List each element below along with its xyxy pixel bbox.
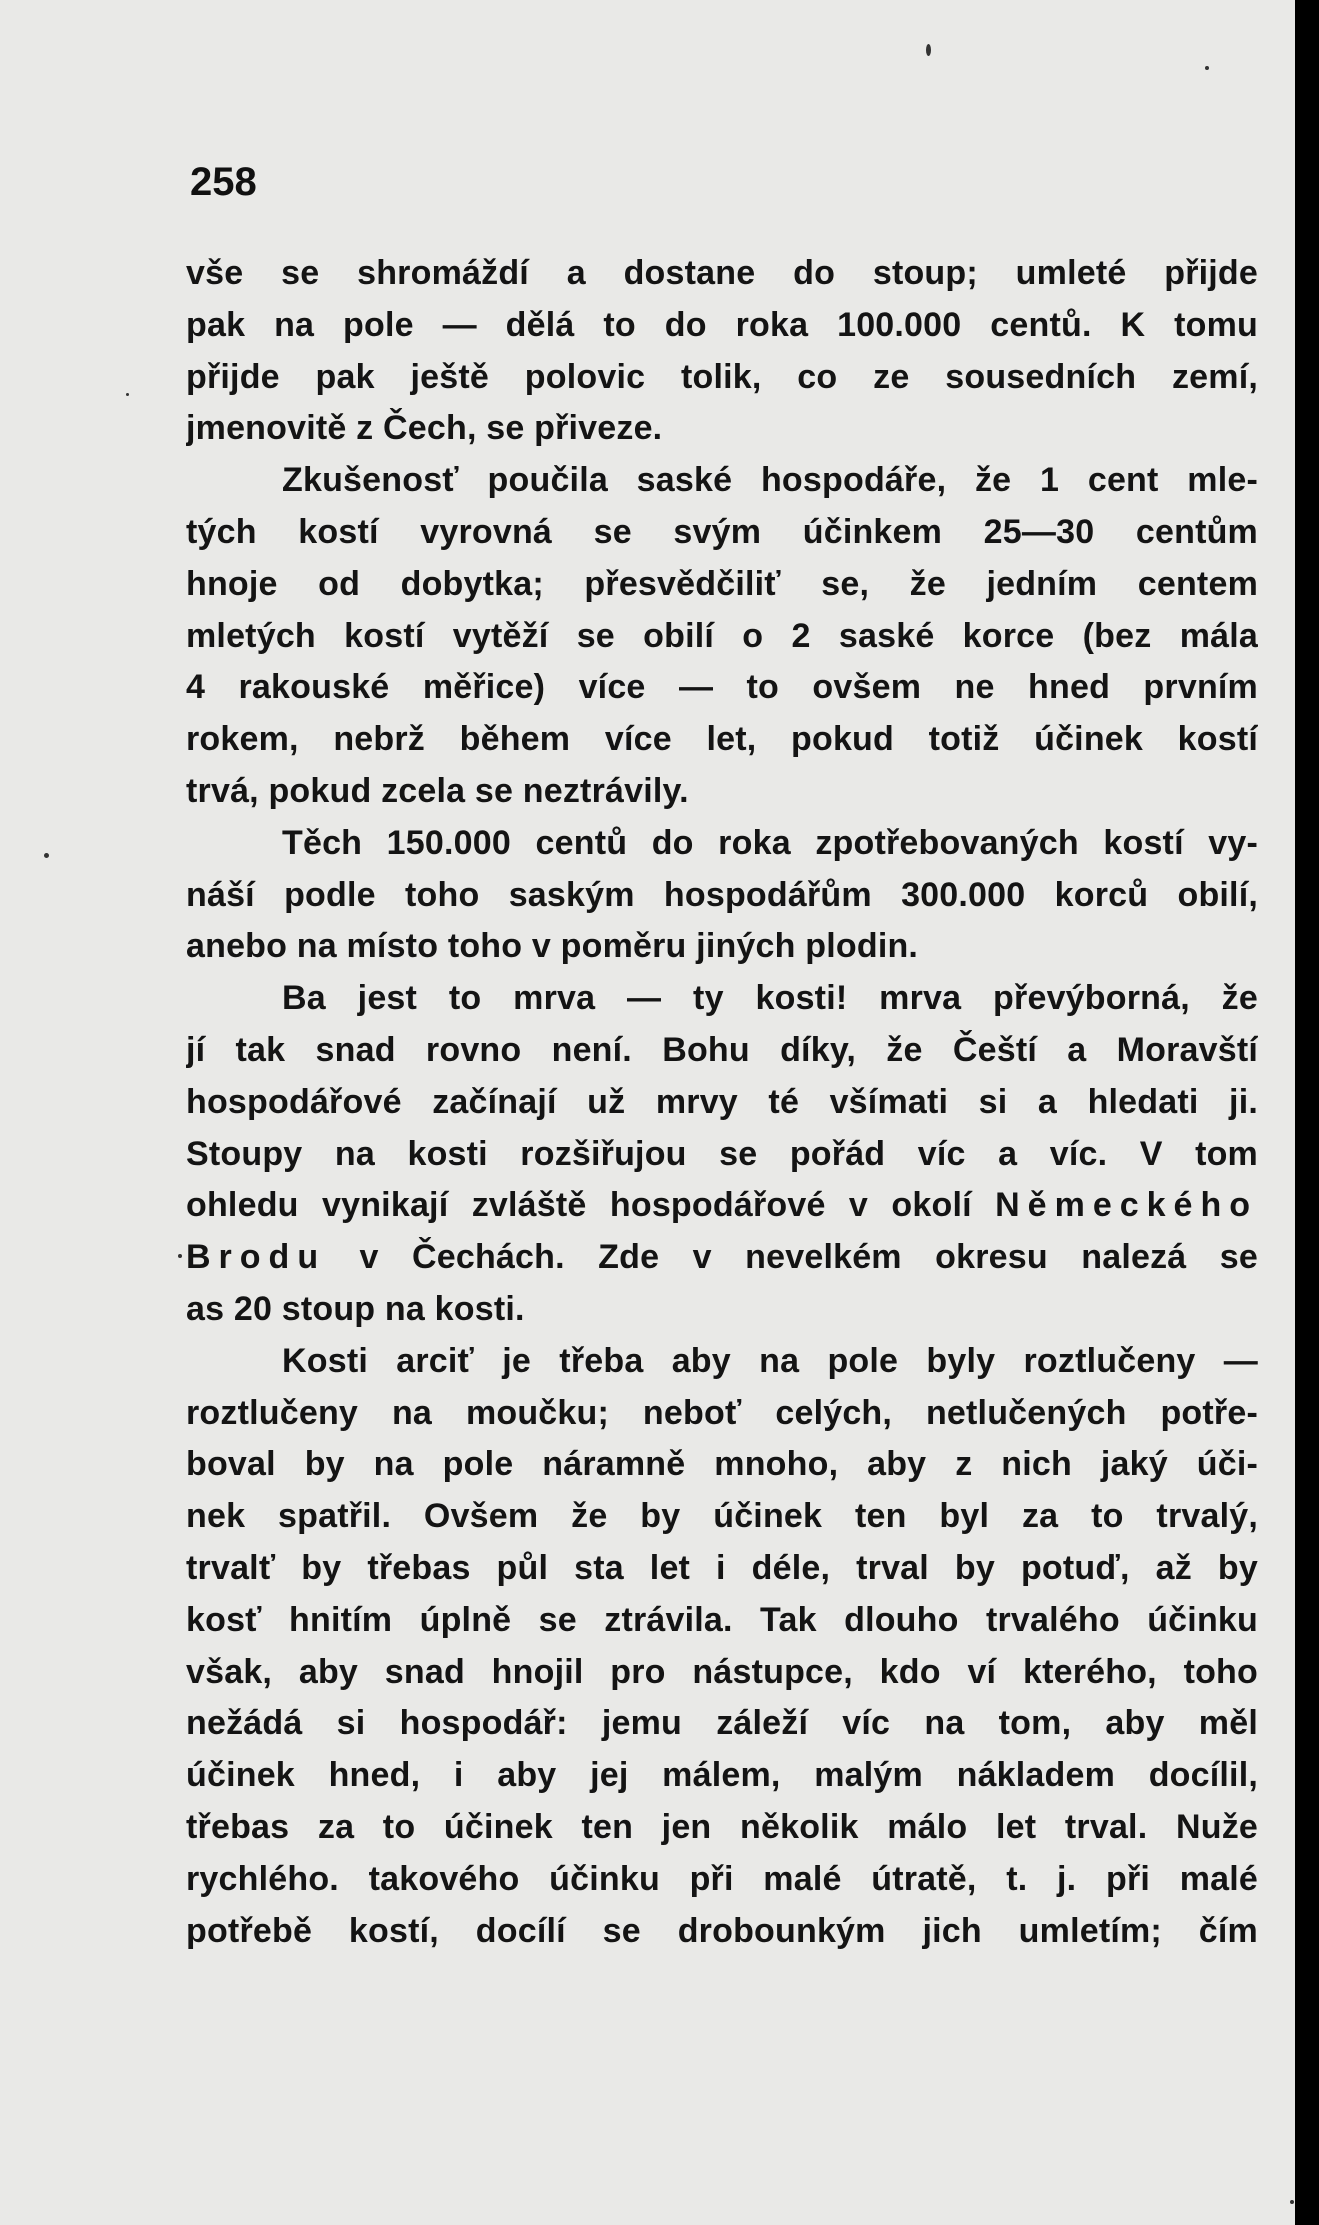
scan-speck	[44, 853, 49, 858]
text-line: roztlučeny na moučku; neboť celých, netlučených potře-	[186, 1393, 1258, 1432]
text-line: Ba jest to mrva — ty kosti! mrva převýborná, že	[282, 979, 1258, 1018]
scan-speck	[926, 44, 931, 56]
text-line: jmenovitě z Čech, se přiveze.	[186, 409, 663, 448]
text-line: přijde pak ještě polovic tolik, co ze sousedních zemí,	[186, 357, 1258, 396]
spaced-word: Německého	[995, 1186, 1258, 1225]
page-text	[186, 248, 1258, 1957]
text-line: náší podle toho saským hospodářům 300.000 korců obilí,	[186, 875, 1258, 914]
scan-speck	[126, 393, 129, 396]
text-line: Stoupy na kosti rozšiřujou se pořád víc a víc. V tom	[186, 1134, 1258, 1173]
scan-border	[1295, 0, 1319, 2225]
text-line: boval by na pole náramně mnoho, aby z nich jaký úči-	[186, 1445, 1258, 1484]
text-line: mletých kostí vytěží se obilí o 2 saské korce (bez mála	[186, 616, 1258, 655]
text-line: potřebě kostí, docílí se drobounkým jich umletím; čím	[186, 1911, 1258, 1950]
text-line: třebas za to účinek ten jen několik málo let trval. Nuže	[186, 1807, 1258, 1846]
text-line: však, aby snad hnojil pro nástupce, kdo ví kterého, toho	[186, 1652, 1258, 1691]
spaced-word: Brodu	[186, 1238, 327, 1277]
page-number: 258	[190, 160, 257, 204]
text-line: Zkušenosť poučila saské hospodáře, že 1 cent mle-	[282, 461, 1258, 500]
text-line: 4 rakouské měřice) více — to ovšem ne hned prvním	[186, 668, 1258, 707]
text-line: kosť hnitím úplně se ztrávila. Tak dlouho trvalého účinku	[186, 1600, 1258, 1639]
text-line	[186, 1232, 1258, 1284]
text-line: trvalť by třebas půl sta let i déle, trval by potuď, až by	[186, 1548, 1258, 1587]
text-line: rychlého. takového účinku při malé útratě, t. j. při malé	[186, 1859, 1258, 1898]
text-line: vše se shromáždí a dostane do stoup; umleté přijde	[186, 254, 1258, 292]
text-line: hnoje od dobytka; přesvědčiliť se, že jedním centem	[186, 564, 1258, 603]
text-line: rokem, nebrž během více let, pokud totiž účinek kostí	[186, 720, 1258, 759]
text-line: anebo na místo toho v poměru jiných plodin.	[186, 927, 919, 966]
text-line: Těch 150.000 centů do roka zpotřebovaných kostí vy-	[282, 823, 1258, 862]
text-line: pak na pole — dělá to do roka 100.000 centů. K tomu	[186, 305, 1258, 344]
text-line: jí tak snad rovno není. Bohu díky, že Čeští a Moravští	[186, 1030, 1258, 1069]
text-fragment: v Čechách. Zde v nevelkém okresu nalezá se	[326, 1238, 1258, 1277]
text-line: nežádá si hospodář: jemu záleží víc na tom, aby měl	[186, 1704, 1258, 1743]
scan-speck	[178, 1254, 182, 1258]
text-line	[186, 1180, 1258, 1232]
scan-speck	[1205, 66, 1209, 70]
text-line: nek spatřil. Ovšem že by účinek ten byl za to trvalý,	[186, 1497, 1258, 1536]
text-line: hospodářové začínají už mrvy té všímati si a hledati ji.	[186, 1082, 1258, 1121]
scan-speck	[1290, 2200, 1294, 2204]
text-line: trvá, pokud zcela se neztrávily.	[186, 771, 689, 810]
text-line: Kosti arciť je třeba aby na pole byly roztlučeny —	[282, 1341, 1258, 1380]
text-line: as 20 stoup na kosti.	[186, 1289, 525, 1328]
text-line: účinek hned, i aby jej málem, malým nákladem docílil,	[186, 1756, 1258, 1795]
text-line: tých kostí vyrovná se svým účinkem 25—30 centům	[186, 512, 1258, 551]
text-fragment: ohledu vynikají zvláště hospodářové v okolí	[186, 1186, 996, 1225]
